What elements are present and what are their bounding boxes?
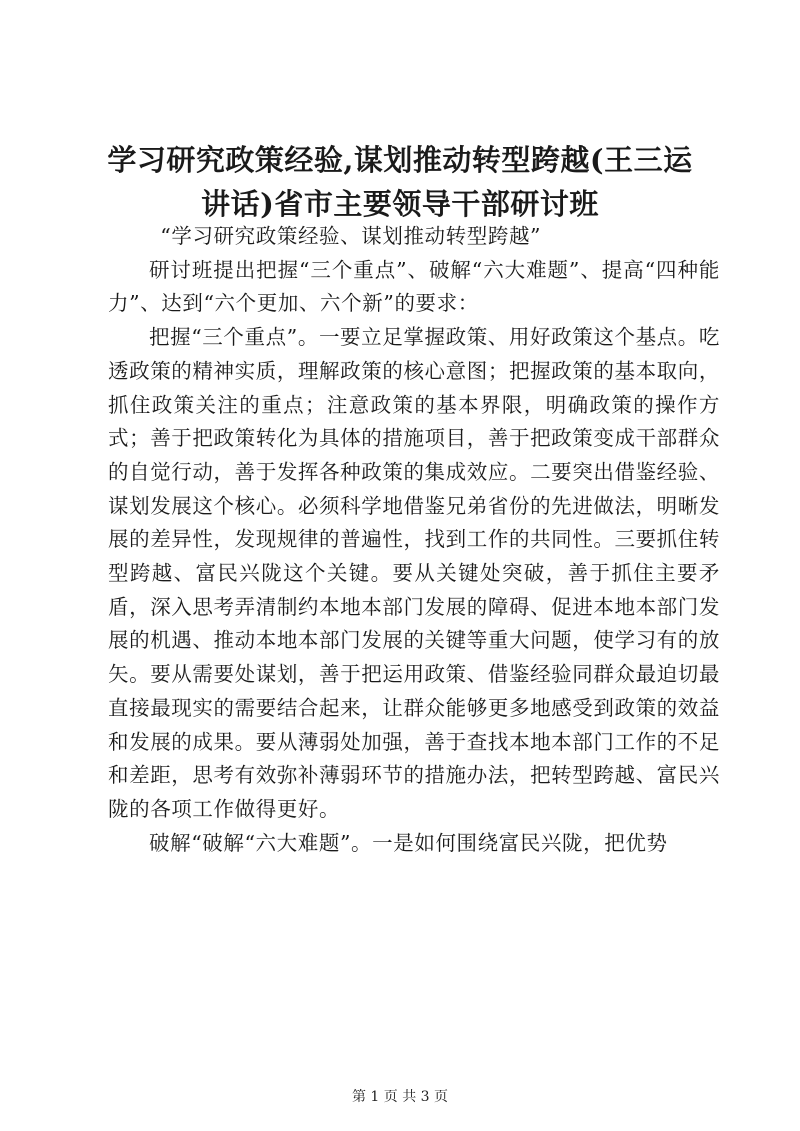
page-number-footer: 第 1 页 共 3 页 [351,1089,449,1105]
paragraph: 研讨班提出把握“三个重点”、破解“六大难题”、提高“四种能力”、达到“六个更加、六个新”的要求： [108,257,720,316]
document-subtitle: “学习研究政策经验、谋划推动转型跨越” [160,224,542,248]
document-body [108,220,720,860]
paragraph: 把握“三个重点”。一要立足掌握政策、用好政策这个基点。吃透政策的精神实质，理解政策的核心意图；把握政策的基本取向，抓住政策关注的重点；注意政策的基本界限，明确政策的操作方式；善于把政策转化为具体的措施项目，善于把政策变成干部群众的自觉行动，善于发挥各种政策的集成效应。二要突出借鉴经验、谋划发展这个核心。必须科学地借鉴兄弟省份的先进做法，明晰发展的差异性，发现规律的普遍性，找到工作的共同性。三要抓住转型跨越、富民兴陇这个关键。要从关键处突破，善于抓住主要矛盾，深入思考弄清制约本地本部门发展的障碍、促进本地本部门发展的机遇、推动本地本部门发展的关键等重大问题，使学习有的放矢。要从需要处谋划，善于把运用政策、借鉴经验同群众最迫切最直接最现实的需要结合起来，让群众能够更多地感受到政策的效益和发展的成果。要从薄弱处加强，善于查找本地本部门工作的不足和差距，思考有效弥补薄弱环节的措施办法，把转型跨越、富民兴陇的各项工作做得更好。 [108,325,720,821]
document-title: 学习研究政策经验,谋划推动转型跨越(王三运讲话)省市主要领导干部研讨班 [107,143,693,221]
paragraph: 破解“破解“六大难题”。一是如何围绕富民兴陇，把优势 [149,830,668,855]
